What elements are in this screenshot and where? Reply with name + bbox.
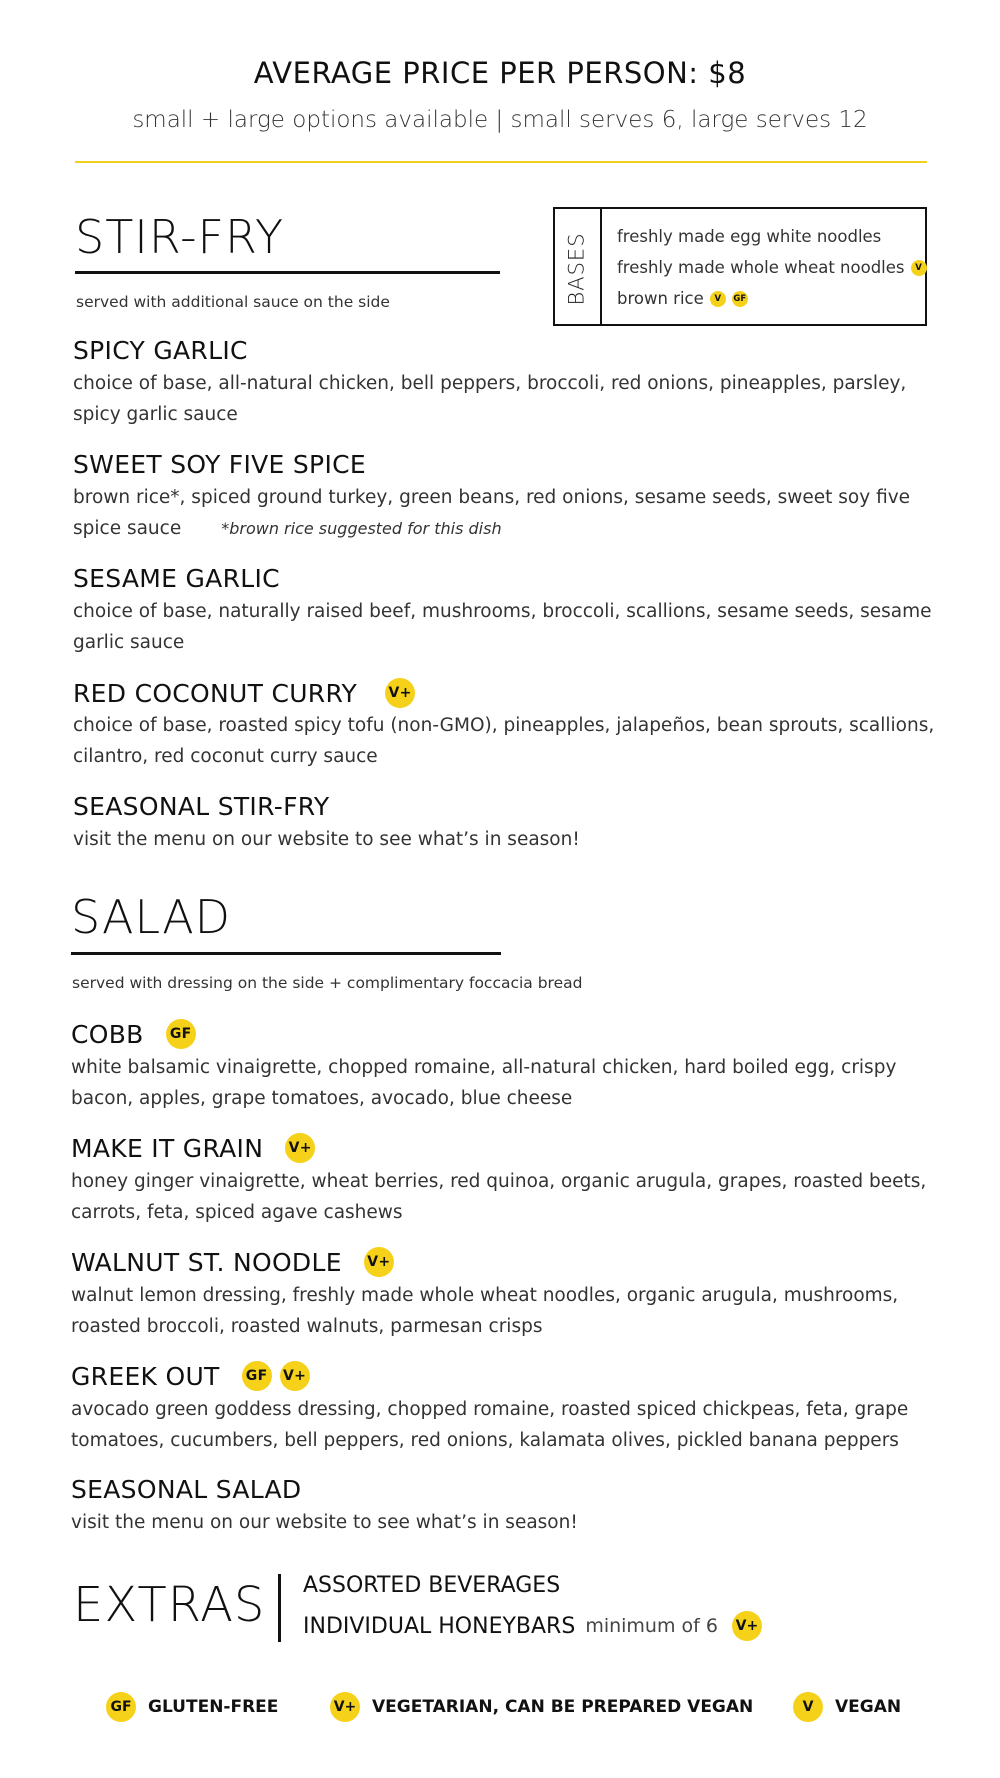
menu-item-name: GREEK OUT GF V+ xyxy=(71,1361,310,1391)
vegetarian-badge: V+ xyxy=(364,1247,394,1277)
gluten-free-badge: GF xyxy=(106,1692,136,1722)
gluten-free-badge: GF xyxy=(166,1019,196,1049)
menu-item-name: SESAME GARLIC xyxy=(73,564,280,593)
menu-item-desc: choice of base, roasted spicy tofu (non-GMO), pineapples, jalapeños, bean sprouts, scallions, cilantro, red coconut curry sauce xyxy=(73,715,935,767)
menu-item-desc: brown rice*, spiced ground turkey, green beans, red onions, sesame seeds, sweet soy five spice sauce *brown rice suggested for this dish xyxy=(73,487,911,539)
extras-title: EXTRAS xyxy=(73,1577,266,1633)
vegetarian-badge: V+ xyxy=(280,1361,310,1391)
menu-item-name: MAKE IT GRAIN V+ xyxy=(71,1133,315,1163)
menu-item-desc: walnut lemon dressing, freshly made whole wheat noodles, organic arugula, mushrooms, roasted broccoli, roasted walnuts, parmesan crisps xyxy=(71,1285,899,1337)
menu-item-desc: choice of base, naturally raised beef, mushrooms, broccoli, scallions, sesame seeds, sesame garlic sauce xyxy=(73,601,932,653)
menu-item-desc: choice of base, all-natural chicken, bell peppers, broccoli, red onions, pineapples, parsley, spicy garlic sauce xyxy=(73,373,907,425)
extras-divider xyxy=(278,1574,281,1642)
extras-item: INDIVIDUAL HONEYBARS minimum of 6 V+ xyxy=(303,1611,762,1641)
menu-item-name: SEASONAL STIR-FRY xyxy=(73,792,330,821)
vegan-badge: V xyxy=(710,291,726,307)
menu-item-desc: avocado green goddess dressing, chopped romaine, roasted spiced chickpeas, feta, grape tomatoes, cucumbers, bell peppers, red onions, kalamata olives, pickled banana peppers xyxy=(71,1399,909,1451)
menu-item-desc: visit the menu on our website to see what’s in season! xyxy=(73,829,580,850)
stirfry-title: STIR-FRY xyxy=(75,210,285,264)
menu-item-desc: visit the menu on our website to see what’s in season! xyxy=(71,1512,578,1533)
vegetarian-badge: V+ xyxy=(330,1692,360,1722)
salad-note: served with dressing on the side + complimentary foccacia bread xyxy=(72,974,583,992)
stirfry-rule xyxy=(75,271,500,274)
vegetarian-badge: V+ xyxy=(385,678,415,708)
legend-label: GLUTEN-FREE xyxy=(148,1697,279,1717)
vegan-badge: V xyxy=(911,260,927,276)
stirfry-note: served with additional sauce on the side xyxy=(76,293,390,311)
page-title: AVERAGE PRICE PER PERSON: $8 xyxy=(253,56,747,90)
gluten-free-badge: GF xyxy=(732,291,748,307)
bases-item: freshly made egg white noodles xyxy=(617,227,882,246)
legend-label: VEGAN xyxy=(835,1697,902,1717)
gluten-free-badge: GF xyxy=(242,1361,272,1391)
vegan-badge: V xyxy=(793,1692,823,1722)
page-subtitle: small + large options available | small serves 6, large serves 12 xyxy=(132,107,868,133)
header-divider xyxy=(75,161,927,163)
salad-title: SALAD xyxy=(71,890,232,944)
menu-item-name: RED COCONUT CURRY V+ xyxy=(73,678,415,708)
bases-box xyxy=(553,207,927,326)
bases-item: freshly made whole wheat noodles V xyxy=(617,258,927,277)
menu-item-name: WALNUT ST. NOODLE V+ xyxy=(71,1247,394,1277)
bases-divider xyxy=(600,209,602,324)
extras-item-note: minimum of 6 xyxy=(585,1615,718,1637)
vegetarian-badge: V+ xyxy=(285,1133,315,1163)
menu-item-name: SWEET SOY FIVE SPICE xyxy=(73,450,366,479)
vegetarian-badge: V+ xyxy=(732,1611,762,1641)
menu-item-name: COBB GF xyxy=(71,1019,196,1049)
menu-item-name: SPICY GARLIC xyxy=(73,336,248,365)
bases-item: brown rice V GF xyxy=(617,289,747,308)
legend-label: VEGETARIAN, CAN BE PREPARED VEGAN xyxy=(372,1697,754,1717)
extras-item: ASSORTED BEVERAGES xyxy=(303,1573,561,1598)
legend-item-gluten-free xyxy=(106,1692,278,1722)
menu-item-note: *brown rice suggested for this dish xyxy=(221,519,502,538)
legend-item-vegetarian xyxy=(330,1692,753,1722)
menu-item-desc: white balsamic vinaigrette, chopped romaine, all-natural chicken, hard boiled egg, crispy bacon, apples, grape tomatoes, avocado, blue cheese xyxy=(71,1057,897,1109)
legend-item-vegan xyxy=(793,1692,901,1722)
bases-label: BASES xyxy=(565,232,590,306)
menu-item-desc: honey ginger vinaigrette, wheat berries, red quinoa, organic arugula, grapes, roasted beets, carrots, feta, spiced agave cashews xyxy=(71,1171,927,1223)
menu-item-name: SEASONAL SALAD xyxy=(71,1475,302,1504)
salad-rule xyxy=(71,952,501,955)
